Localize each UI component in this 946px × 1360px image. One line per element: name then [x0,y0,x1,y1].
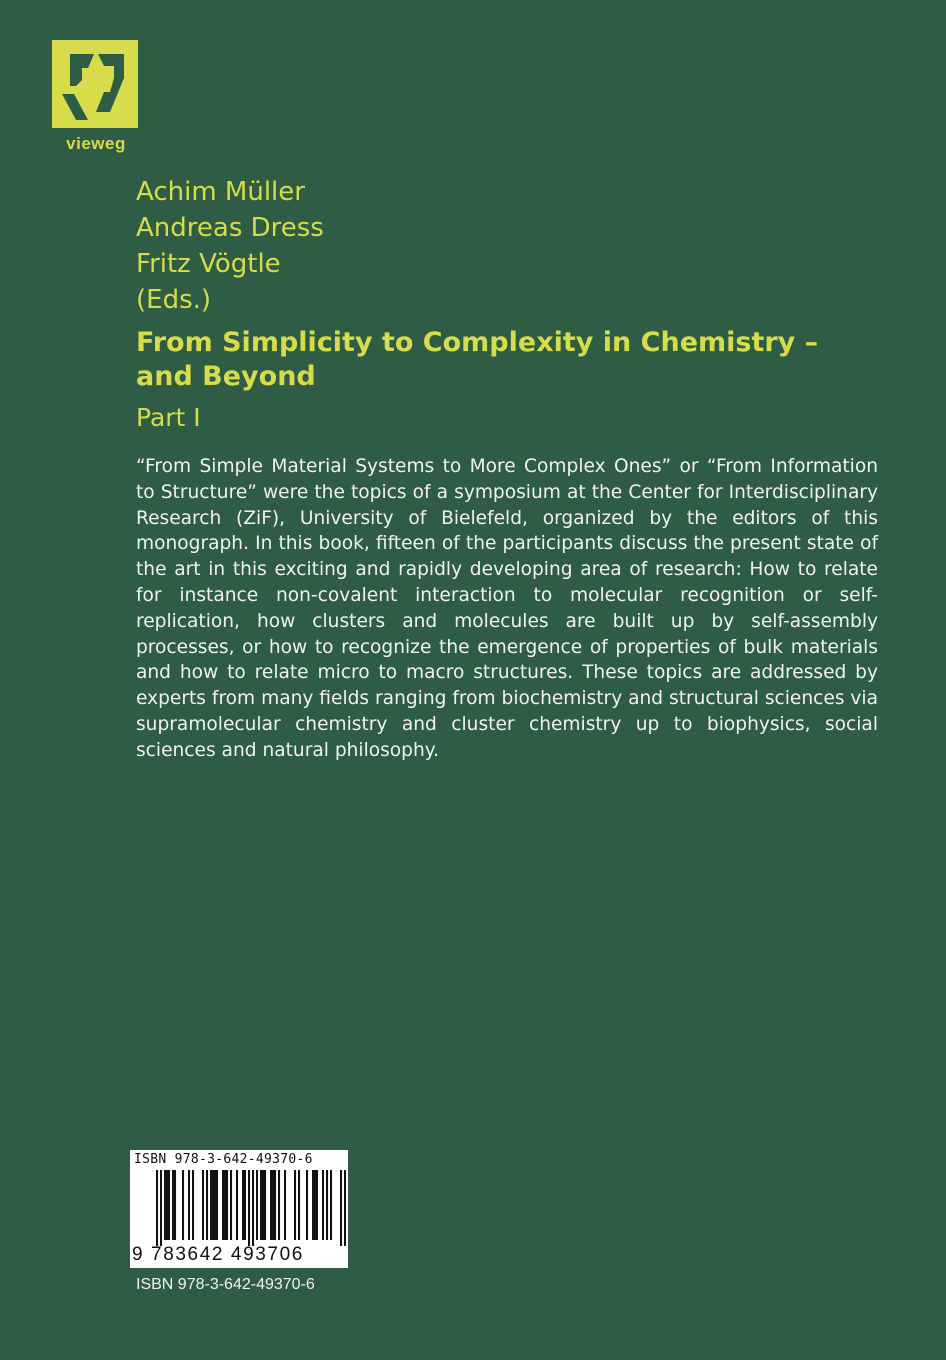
barcode-isbn-label: ISBN 978-3-642-49370-6 [134,1152,313,1167]
barcode-bar [172,1170,174,1240]
barcode-bar [278,1170,280,1240]
barcode-bar [214,1170,216,1240]
barcode-bar [206,1170,208,1240]
barcode-bar [202,1170,204,1240]
barcode-bar [222,1170,224,1240]
editor-name: Fritz Vögtle [136,249,281,279]
barcode-bar [236,1170,238,1240]
barcode-bar [230,1170,232,1240]
barcode-bar [326,1170,328,1240]
editor-name: Andreas Dress [136,213,324,243]
barcode [130,1150,348,1268]
barcode-bar [316,1170,318,1240]
barcode-bar [312,1170,314,1240]
barcode-bar [164,1170,166,1240]
barcode-bar [274,1170,276,1240]
barcode-bar [270,1170,272,1240]
barcode-bar [224,1170,226,1240]
barcode-bar [210,1170,212,1240]
book-title-line: From Simplicity to Complexity in Chemistry – [136,327,819,358]
barcode-bar [188,1170,190,1240]
barcode-bar [272,1170,274,1240]
barcode-bar [340,1170,342,1246]
barcode-bar [244,1170,246,1240]
book-title-line: and Beyond [136,361,316,392]
barcode-bar [294,1170,296,1240]
book-title [136,326,896,394]
barcode-bar [212,1170,214,1240]
barcode-bar [252,1170,254,1246]
barcode-bar [262,1170,264,1240]
isbn-text: ISBN 978-3-642-49370-6 [136,1276,315,1293]
editors-note: (Eds.) [136,285,212,315]
barcode-bar [182,1170,184,1240]
editors-list [136,174,324,318]
barcode-bar [242,1170,244,1240]
barcode-bar [216,1170,218,1240]
barcode-digits: 9 783642 493706 [132,1244,304,1265]
barcode-bar [344,1170,346,1246]
barcode-bar [330,1170,332,1240]
barcode-bar [314,1170,316,1240]
vieweg-logo-icon [48,38,144,134]
barcode-bar [192,1170,194,1240]
book-description: “From Simple Material Systems to More Complex Ones” or “From Information to Structure” were the topics of a symposium at the Center for Interdisciplinary Research (ZiF), University of Bielefeld, organized by the editors of this monograph. In this book, fifteen of the participants discuss the present state of the art in this exciting and rapidly developing area of research: How to relate for instance non-covalent interaction to molecular recognition or self-replication, how clusters and molecules are built up by self-assembly processes, or how to recognize the emergence of properties of bulk materials and how to relate micro to macro structures. These topics are addressed by experts from many fields ranging from biochemistry and structural sciences via supramolecular chemistry and cluster chemistry up to biophysics, social sciences and natural philosophy. [136,456,878,761]
barcode-bar [298,1170,300,1240]
barcode-bar [174,1170,176,1240]
barcode-bar [156,1170,158,1246]
publisher-name: vieweg [66,134,126,153]
barcode-bar [284,1170,286,1240]
barcode-bar [260,1170,262,1240]
book-part: Part I [136,403,201,432]
barcode-bar [226,1170,228,1240]
barcode-bar [256,1170,258,1240]
barcode-bar [264,1170,266,1240]
editor-name: Achim Müller [136,177,305,207]
barcode-bar [322,1170,324,1240]
barcode-bar [168,1170,170,1240]
barcode-bars [156,1170,346,1246]
barcode-bar [306,1170,308,1240]
barcode-bar [166,1170,168,1240]
publisher-logo [48,38,144,158]
barcode-bar [160,1170,162,1246]
barcode-bar [248,1170,250,1246]
